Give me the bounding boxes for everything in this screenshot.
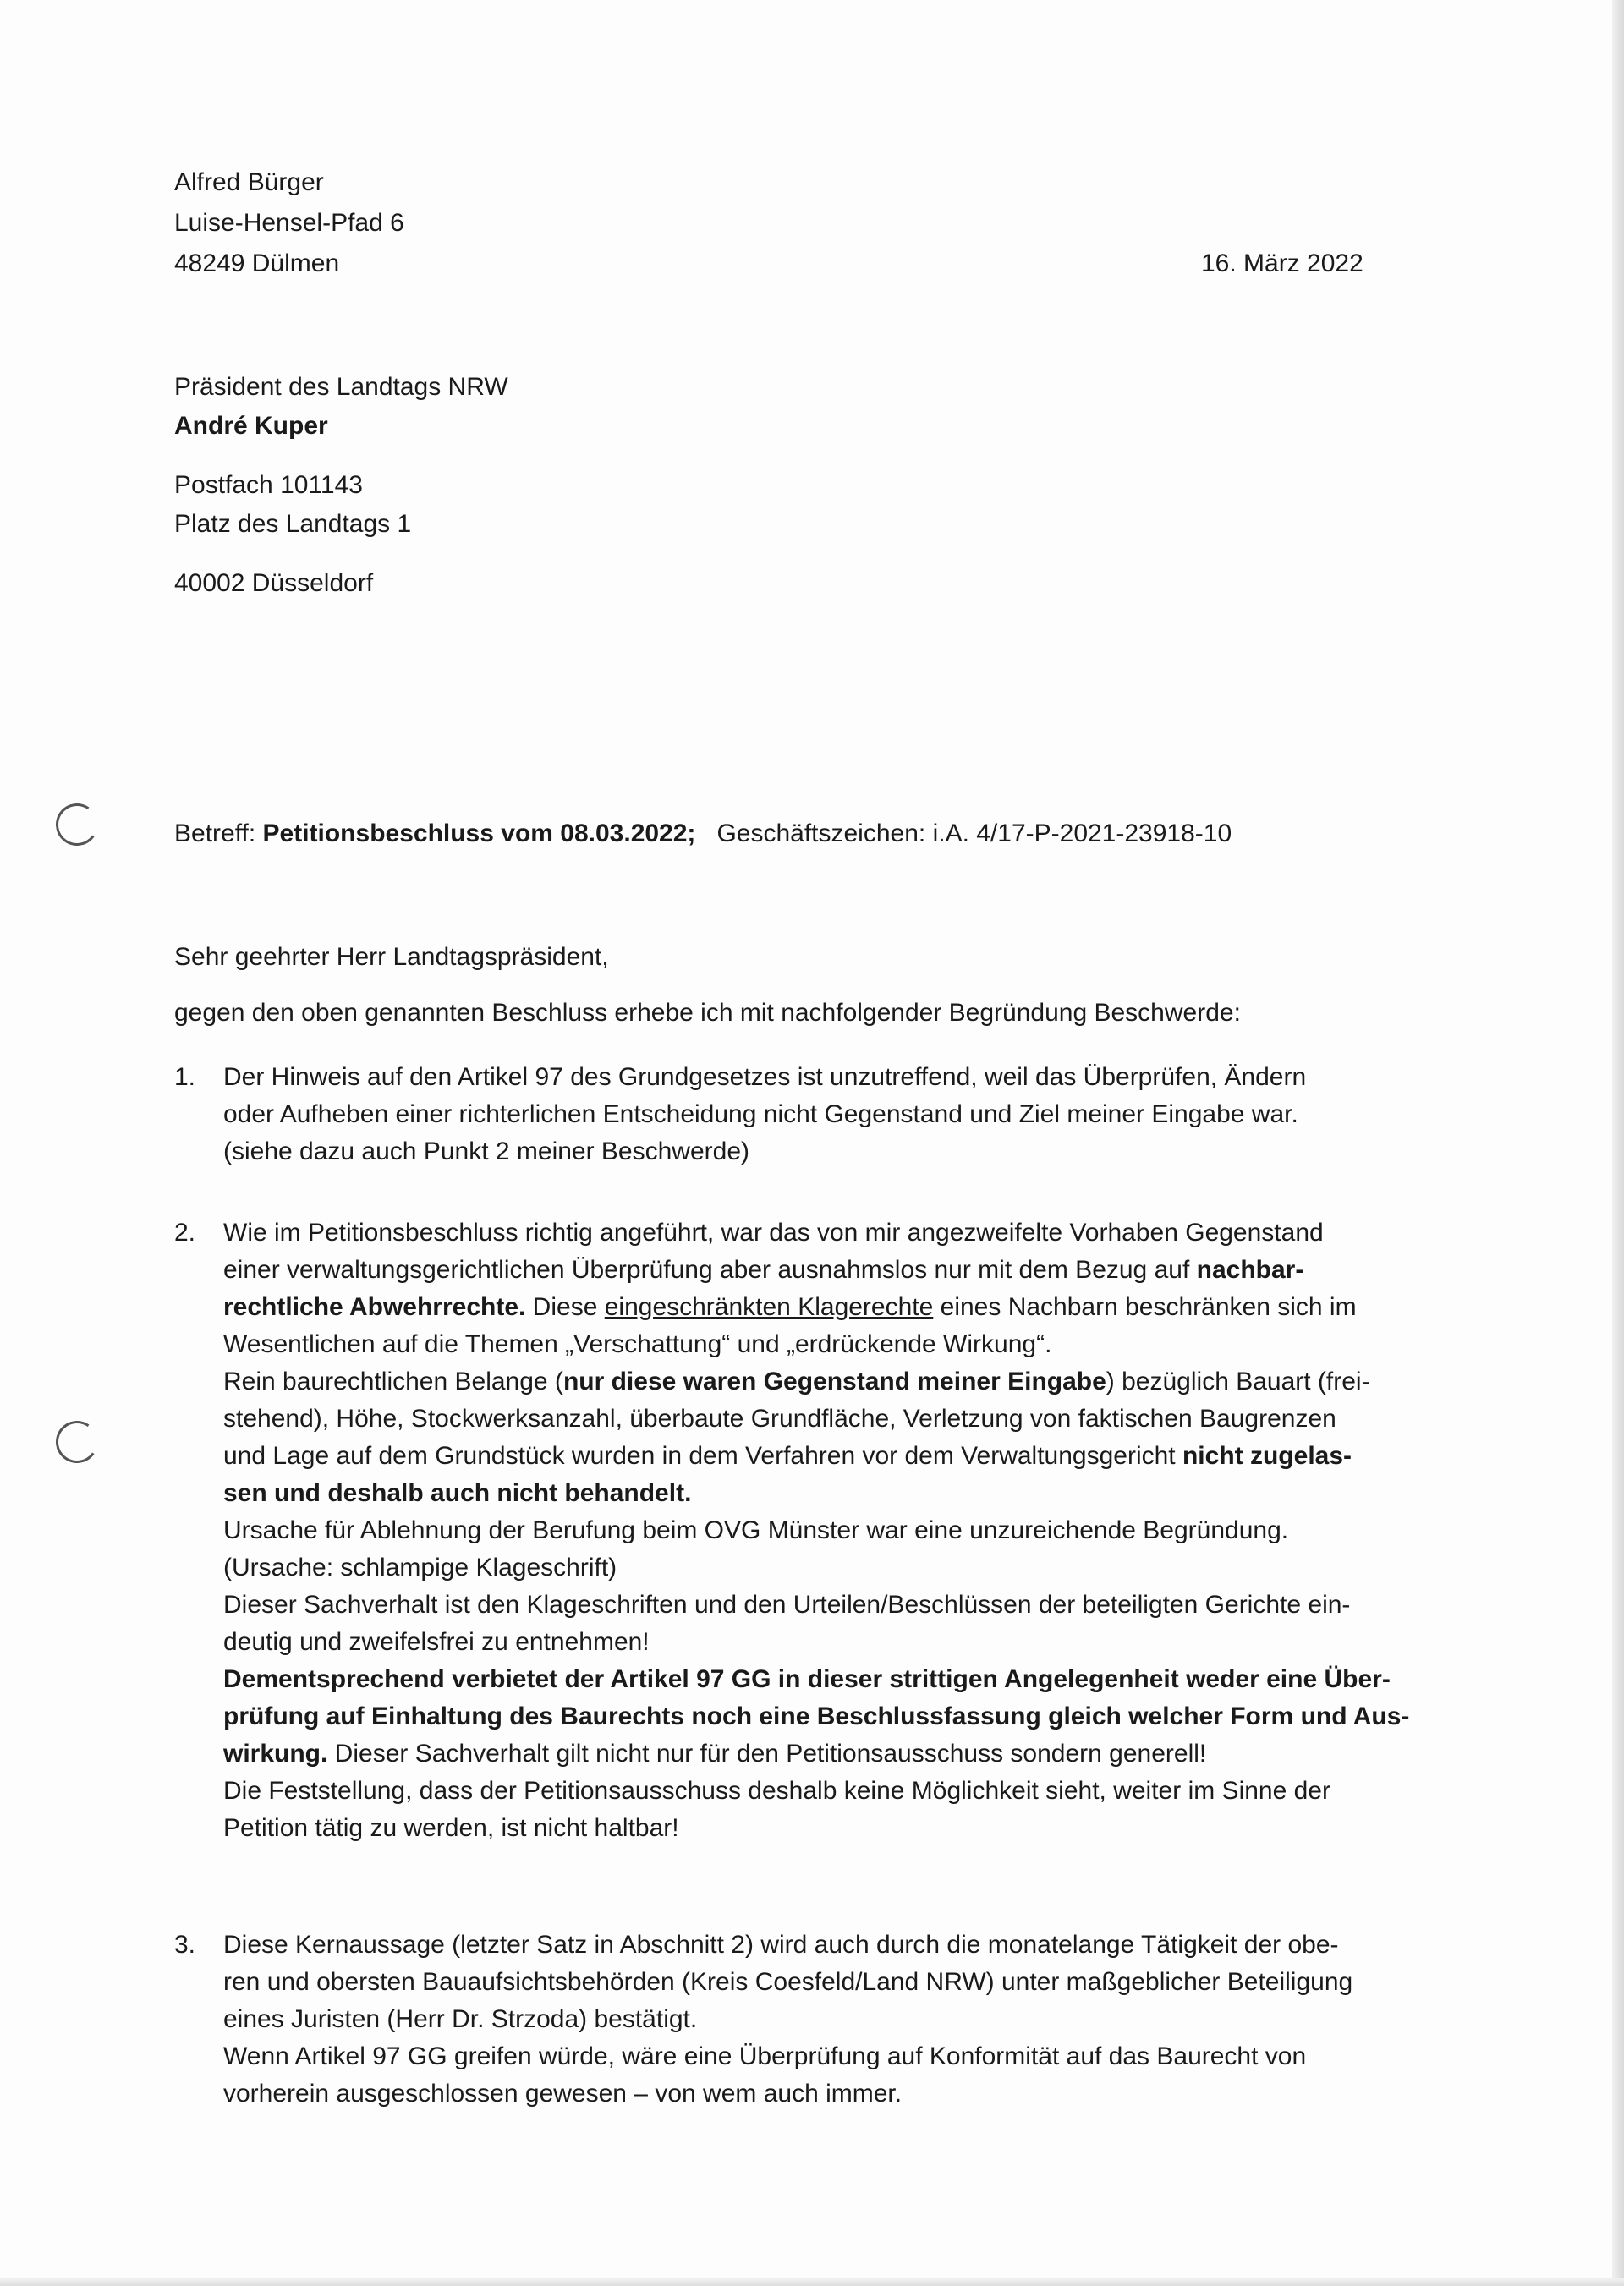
text-line: [223, 1438, 1441, 1475]
text-line: Der Hinweis auf den Artikel 97 des Grundgesetzes ist unzutreffend, weil das Überprüfen, Ändern: [223, 1063, 1307, 1091]
text-run: Diese: [525, 1293, 605, 1321]
text-line: Wesentlichen auf die Themen „Verschattung“ und „erdrückende Wirkung“.: [223, 1330, 1052, 1358]
text-line: prüfung auf Einhaltung des Baurechts noch eine Beschlussfassung gleich welcher Form und Aus-: [223, 1702, 1410, 1730]
salutation: Sehr geehrter Herr Landtagspräsident,: [174, 943, 609, 971]
emphasis-run: nur diese waren Gegenstand meiner Eingabe: [562, 1368, 1106, 1395]
point-3-number: 3.: [174, 1931, 196, 1959]
point-2-text: [223, 1214, 1441, 1847]
text-line: Dieser Sachverhalt ist den Klageschriften und den Urteilen/Beschlüssen der beteiligten Gerichte ein-: [223, 1591, 1351, 1619]
text-line: stehend), Höhe, Stockwerksanzahl, überbaute Grundfläche, Verletzung von faktischen Baugrenzen: [223, 1405, 1336, 1433]
text-line: Ursache für Ablehnung der Berufung beim OVG Münster war eine unzureichende Begründung.: [223, 1516, 1289, 1544]
text-line: [223, 1735, 1441, 1773]
text-run: und Lage auf dem Grundstück wurden in dem Verfahren vor dem Verwaltungsgericht: [223, 1442, 1182, 1470]
text-line: deutig und zweifelsfrei zu entnehmen!: [223, 1628, 650, 1656]
subject-title: Petitionsbeschluss vom 08.03.2022;: [262, 820, 696, 847]
text-line: Diese Kernaussage (letzter Satz in Abschnitt 2) wird auch durch die monatelange Tätigkeit der obe-: [223, 1931, 1339, 1959]
point-1-number: 1.: [174, 1063, 196, 1091]
letter-date: 16. März 2022: [1201, 249, 1363, 277]
text-line: Petition tätig zu werden, ist nicht haltbar!: [223, 1814, 679, 1842]
text-line: (siehe dazu auch Punkt 2 meiner Beschwerde): [223, 1138, 750, 1165]
page-edge-bottom: [0, 2278, 1624, 2286]
recipient-street: Platz des Landtags 1: [174, 510, 412, 538]
point-1-text: [223, 1059, 1441, 1170]
subject-line: [174, 815, 1232, 852]
point-2-number: 2.: [174, 1219, 196, 1247]
intro-text: gegen den oben genannten Beschluss erhebe ich mit nachfolgender Begründung Beschwerde:: [174, 999, 1241, 1027]
text-line: oder Aufheben einer richterlichen Entscheidung nicht Gegenstand und Ziel meiner Eingabe war.: [223, 1100, 1298, 1128]
recipient-line1: Präsident des Landtags NRW: [174, 373, 508, 401]
emphasis-run: nicht zugelas-: [1182, 1442, 1352, 1470]
sender-street: Luise-Hensel-Pfad 6: [174, 209, 404, 237]
text-run: einer verwaltungsgerichtlichen Überprüfung aber ausnahmslos nur mit dem Bezug auf: [223, 1256, 1197, 1284]
text-run: ) bezüglich Bauart (frei-: [1106, 1368, 1370, 1395]
text-line: [223, 1289, 1441, 1326]
emphasis-run: nachbar-: [1196, 1256, 1304, 1284]
recipient-name: André Kuper: [174, 412, 328, 440]
text-run: eines Nachbarn beschränken sich im: [933, 1293, 1357, 1321]
text-run: Dieser Sachverhalt gilt nicht nur für den Petitionsausschuss sondern generell!: [327, 1740, 1207, 1768]
text-run: Rein baurechtlichen Belange (: [223, 1368, 563, 1395]
sender-city: 48249 Dülmen: [174, 249, 340, 277]
text-line: Wie im Petitionsbeschluss richtig angeführt, war das von mir angezweifelte Vorhaben Gegenstand: [223, 1219, 1324, 1247]
text-line: vorherein ausgeschlossen gewesen – von wem auch immer.: [223, 2080, 903, 2108]
text-line: [223, 1252, 1441, 1289]
text-line: eines Juristen (Herr Dr. Strzoda) bestätigt.: [223, 2005, 698, 2033]
text-line: (Ursache: schlampige Klageschrift): [223, 1554, 617, 1582]
emphasis-run: rechtliche Abwehrrechte.: [223, 1293, 526, 1321]
punch-hole-icon: [52, 800, 102, 849]
text-line: sen und deshalb auch nicht behandelt.: [223, 1479, 692, 1507]
text-line: Dementsprechend verbietet der Artikel 97 GG in dieser strittigen Angelegenheit weder eine Über-: [223, 1665, 1391, 1693]
page-edge: [1612, 0, 1624, 2286]
subject-reference: Geschäftszeichen: i.A. 4/17-P-2021-23918-10: [716, 820, 1232, 847]
sender-name: Alfred Bürger: [174, 168, 324, 196]
point-3-text: [223, 1927, 1441, 2113]
text-line: [223, 1363, 1441, 1401]
text-line: Die Feststellung, dass der Petitionsausschuss deshalb keine Möglichkeit sieht, weiter im Sinne der: [223, 1777, 1330, 1805]
subject-label: Betreff:: [174, 820, 256, 847]
emphasis-run: wirkung.: [223, 1740, 328, 1768]
text-line: Wenn Artikel 97 GG greifen würde, wäre eine Überprüfung auf Konformität auf das Baurecht von: [223, 2042, 1307, 2070]
recipient-city: 40002 Düsseldorf: [174, 569, 374, 597]
recipient-po-box: Postfach 101143: [174, 471, 363, 499]
text-line: ren und obersten Bauaufsichtsbehörden (Kreis Coesfeld/Land NRW) unter maßgeblicher Beteiligung: [223, 1968, 1353, 1996]
underlined-run: eingeschränkten Klagerechte: [604, 1293, 934, 1321]
punch-hole-icon: [52, 1417, 102, 1466]
